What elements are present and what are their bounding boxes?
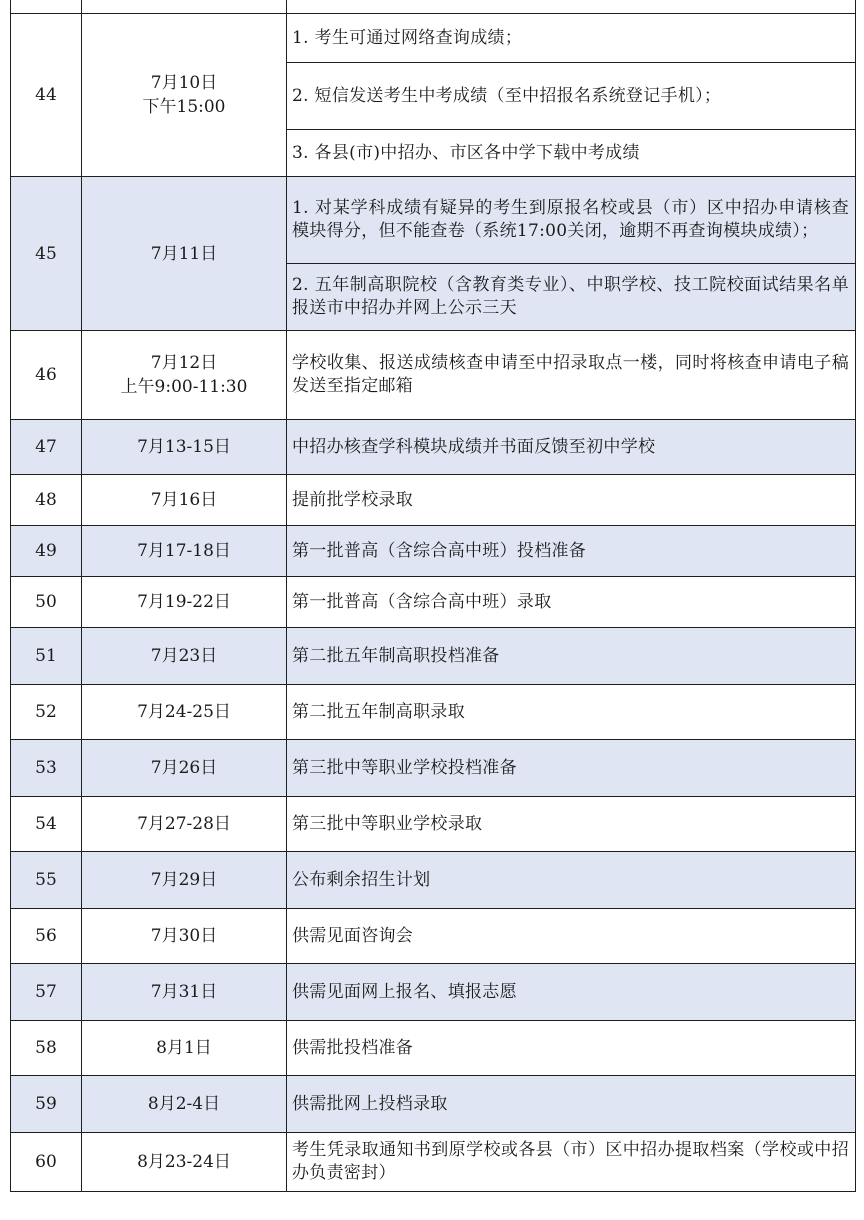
- row-number: 59: [11, 1076, 82, 1133]
- row-number: 44: [11, 14, 82, 177]
- row-description: 第二批五年制高职投档准备: [287, 628, 856, 685]
- date-line: 上午9:00-11:30: [120, 377, 248, 397]
- date-line: 7月12日: [150, 353, 218, 373]
- row-number: 52: [11, 685, 82, 740]
- cell-num: [11, 0, 82, 14]
- row-date: [82, 909, 287, 964]
- row-date: [82, 797, 287, 852]
- row-date: [82, 628, 287, 685]
- row-number: 58: [11, 1021, 82, 1076]
- row-description: 第一批普高（含综合高中班）投档准备: [287, 526, 856, 577]
- row-description: 供需批投档准备: [287, 1021, 856, 1076]
- row-description: 供需见面网上报名、填报志愿: [287, 964, 856, 1021]
- date-line: 7月30日: [150, 926, 218, 946]
- table-row: [11, 964, 856, 1021]
- row-number: 48: [11, 475, 82, 526]
- row-description: 第二批五年制高职录取: [287, 685, 856, 740]
- row-number: 49: [11, 526, 82, 577]
- table-row: [11, 1133, 856, 1192]
- row-description: 公布剩余招生计划: [287, 852, 856, 909]
- row-date: [82, 685, 287, 740]
- row-description: 2. 短信发送考生中考成绩（至中招报名系统登记手机）；: [287, 63, 856, 130]
- table-row: [11, 177, 856, 264]
- date-line: 8月2-4日: [147, 1094, 221, 1114]
- row-date: [82, 1133, 287, 1192]
- row-description: 3. 各县(市)中招办、市区各中学下载中考成绩: [287, 130, 856, 177]
- row-description: 第三批中等职业学校投档准备: [287, 740, 856, 797]
- date-line: 7月26日: [150, 758, 218, 778]
- date-line: 7月17-18日: [137, 541, 231, 561]
- row-description: 中招办核查学科模块成绩并书面反馈至初中学校: [287, 420, 856, 475]
- row-number: 57: [11, 964, 82, 1021]
- table-row: [11, 331, 856, 420]
- row-date: [82, 964, 287, 1021]
- table-row: [11, 1021, 856, 1076]
- row-date: [82, 331, 287, 420]
- cell-date: [82, 0, 287, 14]
- date-line: 7月11日: [150, 243, 218, 264]
- cell-desc: [287, 0, 856, 14]
- row-description: 第一批普高（含综合高中班）录取: [287, 577, 856, 628]
- row-number: 53: [11, 740, 82, 797]
- row-date: [82, 1076, 287, 1133]
- date-line: 7月23日: [150, 646, 218, 666]
- table-row: [11, 577, 856, 628]
- row-date: [82, 475, 287, 526]
- date-line: 7月10日: [150, 73, 218, 93]
- row-number: 45: [11, 177, 82, 331]
- row-date: [82, 14, 287, 177]
- table-row: [11, 628, 856, 685]
- row-description: 考生凭录取通知书到原学校或各县（市）区中招办提取档案（学校或中招办负责密封）: [287, 1133, 856, 1192]
- row-number: 54: [11, 797, 82, 852]
- table-row-cut: [11, 0, 856, 14]
- row-number: 50: [11, 577, 82, 628]
- row-description: 学校收集、报送成绩核查申请至中招录取点一楼，同时将核查申请电子稿发送至指定邮箱: [287, 331, 856, 420]
- date-line: 7月31日: [150, 982, 218, 1002]
- date-line: 7月19-22日: [137, 592, 231, 612]
- date-line: 7月29日: [150, 870, 218, 890]
- table-row: [11, 685, 856, 740]
- row-date: [82, 577, 287, 628]
- row-number: 51: [11, 628, 82, 685]
- row-description: 提前批学校录取: [287, 475, 856, 526]
- row-description: 供需见面咨询会: [287, 909, 856, 964]
- table-row: [11, 1076, 856, 1133]
- row-date: [82, 740, 287, 797]
- row-number: 47: [11, 420, 82, 475]
- table-row: [11, 797, 856, 852]
- row-number: 46: [11, 331, 82, 420]
- table-row: [11, 852, 856, 909]
- row-date: [82, 526, 287, 577]
- row-description: 供需批网上投档录取: [287, 1076, 856, 1133]
- row-date: [82, 177, 287, 331]
- row-date: [82, 420, 287, 475]
- date-line: 7月24-25日: [137, 702, 231, 722]
- date-line: 8月23-24日: [137, 1152, 231, 1172]
- row-date: [82, 1021, 287, 1076]
- row-description: 2. 五年制高职院校（含教育类专业）、中职学校、技工院校面试结果名单报送市中招办并网上公示三天: [287, 264, 856, 331]
- date-line: 7月16日: [150, 490, 218, 510]
- row-description: 1. 对某学科成绩有疑异的考生到原报名校或县（市）区中招办申请核查模块得分，但不能查卷（系统17:00关闭，逾期不再查询模块成绩）；: [287, 177, 856, 264]
- row-description: 第三批中等职业学校录取: [287, 797, 856, 852]
- date-line: 7月13-15日: [137, 437, 231, 457]
- date-line: 下午15:00: [142, 97, 226, 117]
- schedule-table: [10, 0, 856, 1192]
- row-number: 55: [11, 852, 82, 909]
- table-row: [11, 420, 856, 475]
- row-date: [82, 852, 287, 909]
- table-row: [11, 475, 856, 526]
- row-number: 60: [11, 1133, 82, 1192]
- table-row: [11, 909, 856, 964]
- date-line: 7月27-28日: [137, 814, 231, 834]
- schedule-body: [11, 0, 856, 1192]
- table-row: [11, 740, 856, 797]
- row-number: 56: [11, 909, 82, 964]
- table-row: [11, 526, 856, 577]
- table-row: [11, 14, 856, 63]
- row-description: 1. 考生可通过网络查询成绩；: [287, 14, 856, 63]
- date-line: 8月1日: [156, 1038, 212, 1058]
